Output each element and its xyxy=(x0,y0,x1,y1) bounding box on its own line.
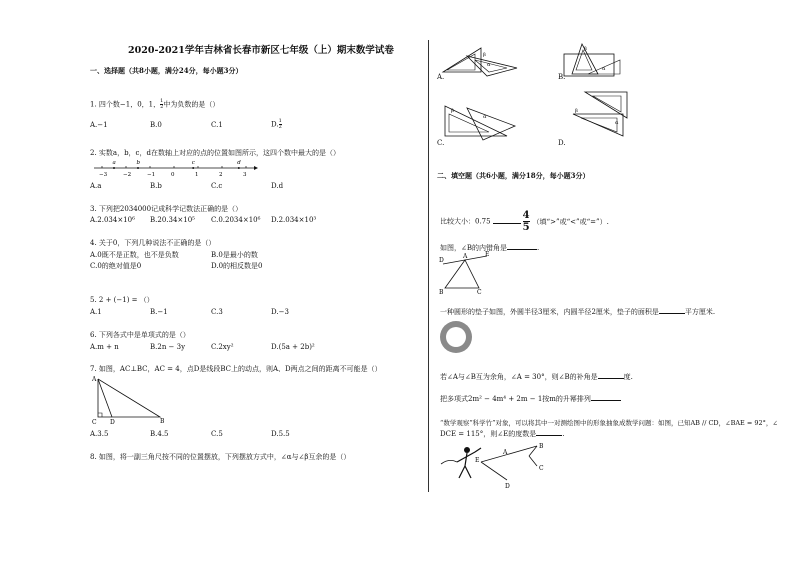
q6-option-c: C.2xy² xyxy=(211,343,234,351)
svg-text:α: α xyxy=(615,120,619,126)
q1-fraction: $\frac{1}{2}$ xyxy=(160,98,164,110)
number-line-tick-label: −2 xyxy=(123,172,132,178)
page-title: 2020-2021学年吉林省长春市新区七年级（上）期末数学试卷 xyxy=(128,45,394,56)
q7-option-d: D.5.5 xyxy=(271,430,290,438)
fill-question-2: 如图，∠B的内错角是 . xyxy=(440,244,540,252)
svg-text:β: β xyxy=(575,108,578,114)
q6-option-b: B.2n − 3y xyxy=(150,343,186,351)
number-line-tick-label: 2 xyxy=(219,172,223,178)
q8-figure-c xyxy=(437,100,522,142)
q2-option-d: D.d xyxy=(271,182,284,190)
q2-option-b: B.b xyxy=(150,182,162,190)
q1-option-c: C.1 xyxy=(211,121,223,129)
svg-text:B: B xyxy=(539,443,544,450)
q6-option-d: D.(5a + 2b)² xyxy=(271,343,315,351)
svg-text:α: α xyxy=(602,66,606,72)
q8-figure-a xyxy=(437,42,522,78)
q3-option-d: D.2.034×10³ xyxy=(271,216,317,224)
svg-text:A: A xyxy=(463,253,468,260)
f3-ring-figure xyxy=(437,318,477,358)
q3-option-c: C.0.2034×10⁶ xyxy=(211,216,261,224)
svg-text:α: α xyxy=(483,114,487,120)
number-line-tick-label: 1 xyxy=(195,172,199,178)
q2-number-line xyxy=(90,158,260,180)
q3-option-a: A.2.034×10⁶ xyxy=(90,216,135,224)
f1-fraction: $\frac{4}{5}$ xyxy=(522,210,530,233)
q1-option-d: D. $\frac{1}{2}$ xyxy=(271,118,282,130)
q8-figure-b xyxy=(558,40,628,80)
q2-option-c: C.c xyxy=(211,182,223,190)
svg-text:β: β xyxy=(584,46,587,52)
column-divider xyxy=(428,40,429,492)
q3-option-b: B.20.34×10⁵ xyxy=(150,216,195,224)
question-7: 7. 如图，AC⊥BC，AC = 4，点D是线段BC上的动点，则A、D两点之间的距离不可能是（） xyxy=(90,365,382,373)
q4-option-b: B.0是最小的数 xyxy=(211,251,258,259)
fill-question-3: 一种圆形的垫子如图，外圆半径3厘米，内圆半径2厘米，垫子的面积是 平方厘米. xyxy=(440,308,716,316)
q8-figure-d xyxy=(565,88,635,140)
q4-option-c: C.0的绝对值是0 xyxy=(90,262,142,270)
question-3: 3. 下列把2034000记成科学记数法正确的是（） xyxy=(90,205,243,213)
number-line-point xyxy=(238,167,240,169)
number-line-tick-label: −3 xyxy=(99,172,108,178)
q5-option-c: C.3 xyxy=(211,308,223,316)
section-heading-choice: 一、选择题（共8小题，满分24分，每小题3分） xyxy=(90,66,243,75)
question-8: 8. 如图，将一副三角尺按不同的位置摆放，下列摆放方式中，∠α与∠β互余的是（） xyxy=(90,453,351,461)
svg-text:C: C xyxy=(539,465,544,472)
q6-option-a: A.m + n xyxy=(90,343,119,351)
q5-option-d: D.−3 xyxy=(271,308,289,316)
svg-text:E: E xyxy=(485,251,490,258)
q2-option-a: A.a xyxy=(90,182,102,190)
q4-option-d: D.0的相反数是0 xyxy=(211,262,263,270)
q4-option-a: A.0既不是正数，也不是负数 xyxy=(90,251,179,259)
q1-option-a: A.−1 xyxy=(90,121,108,129)
q8-option-c: C. xyxy=(437,139,445,147)
question-2: 2. 实数a，b，c，d在数轴上对应的点的位置如图所示，这四个数中最大的是（） xyxy=(90,149,340,157)
q8-option-b: B. xyxy=(558,73,566,81)
f2-figure xyxy=(437,252,497,296)
q1-stem: 1. 四个数−1，0，1， xyxy=(90,100,161,109)
fill-question-5: 把多项式2m² − 4m⁴ + 2m − 1按m的升幂排列 xyxy=(440,395,621,403)
number-line-point xyxy=(113,167,115,169)
question-6: 6. 下列各式中是单项式的是（） xyxy=(90,331,190,339)
q7-triangle-figure xyxy=(90,375,170,425)
section-heading-fill: 二、填空题（共6小题，满分18分，每小题3分） xyxy=(437,171,590,180)
q7-option-c: C.5 xyxy=(211,430,223,438)
fill-question-4: 若∠A与∠B互为余角，∠A = 30°，则∠B的补角是 度. xyxy=(440,373,633,381)
question-1 xyxy=(90,99,219,110)
question-5: 5. 2 + (−1) = （） xyxy=(90,296,154,304)
number-line-tick-label: −1 xyxy=(147,172,156,178)
number-line-point-label: d xyxy=(237,160,241,166)
q5-option-a: A.1 xyxy=(90,308,102,316)
svg-text:D: D xyxy=(505,483,510,490)
svg-text:C: C xyxy=(477,289,482,296)
svg-text:B: B xyxy=(439,289,444,296)
svg-text:β: β xyxy=(483,52,486,58)
q7-label-c: C xyxy=(92,419,97,426)
number-line-point xyxy=(192,167,194,169)
number-line-tick-label: 0 xyxy=(171,172,175,178)
number-line-point-label: c xyxy=(191,160,195,166)
f6-figure xyxy=(437,440,567,490)
fill-question-1: 比较大小：0.75 $\frac{4}{5}$ （填“>”或“<”或“=”）. xyxy=(440,210,609,233)
question-4: 4. 关于0，下列几种说法不正确的是（） xyxy=(90,239,216,247)
svg-text:α: α xyxy=(487,62,491,68)
q1-option-b: B.0 xyxy=(150,121,162,129)
svg-text:D: D xyxy=(439,257,444,264)
svg-text:E: E xyxy=(475,457,480,464)
number-line-point-label: b xyxy=(136,160,141,166)
fill-question-6-line1: “数学观察”科学竹”对象，可以将其中一对测绘图中的形象抽象成数学问题：如图，已知AB // CD，∠BAE = 92°，∠ xyxy=(440,419,778,427)
q8-option-d: D. xyxy=(558,139,566,147)
q7-label-b: B xyxy=(160,418,165,425)
fill-question-6-line2: DCE = 115°，则∠E的度数是 . xyxy=(440,430,565,438)
q8-option-a: A. xyxy=(437,73,445,81)
svg-text:A: A xyxy=(503,449,508,456)
q5-option-b: B.−1 xyxy=(150,308,168,316)
q7-label-a: A xyxy=(92,376,97,383)
number-line-point-label: a xyxy=(112,160,116,166)
q7-label-d: D xyxy=(110,419,115,426)
number-line-tick-label: 3 xyxy=(243,172,247,178)
svg-text:β: β xyxy=(451,108,454,114)
q7-option-a: A.3.5 xyxy=(90,430,109,438)
number-line-point xyxy=(137,167,139,169)
q7-option-b: B.4.5 xyxy=(150,430,169,438)
q1-stem-end: 中为负数的是（） xyxy=(163,100,220,109)
